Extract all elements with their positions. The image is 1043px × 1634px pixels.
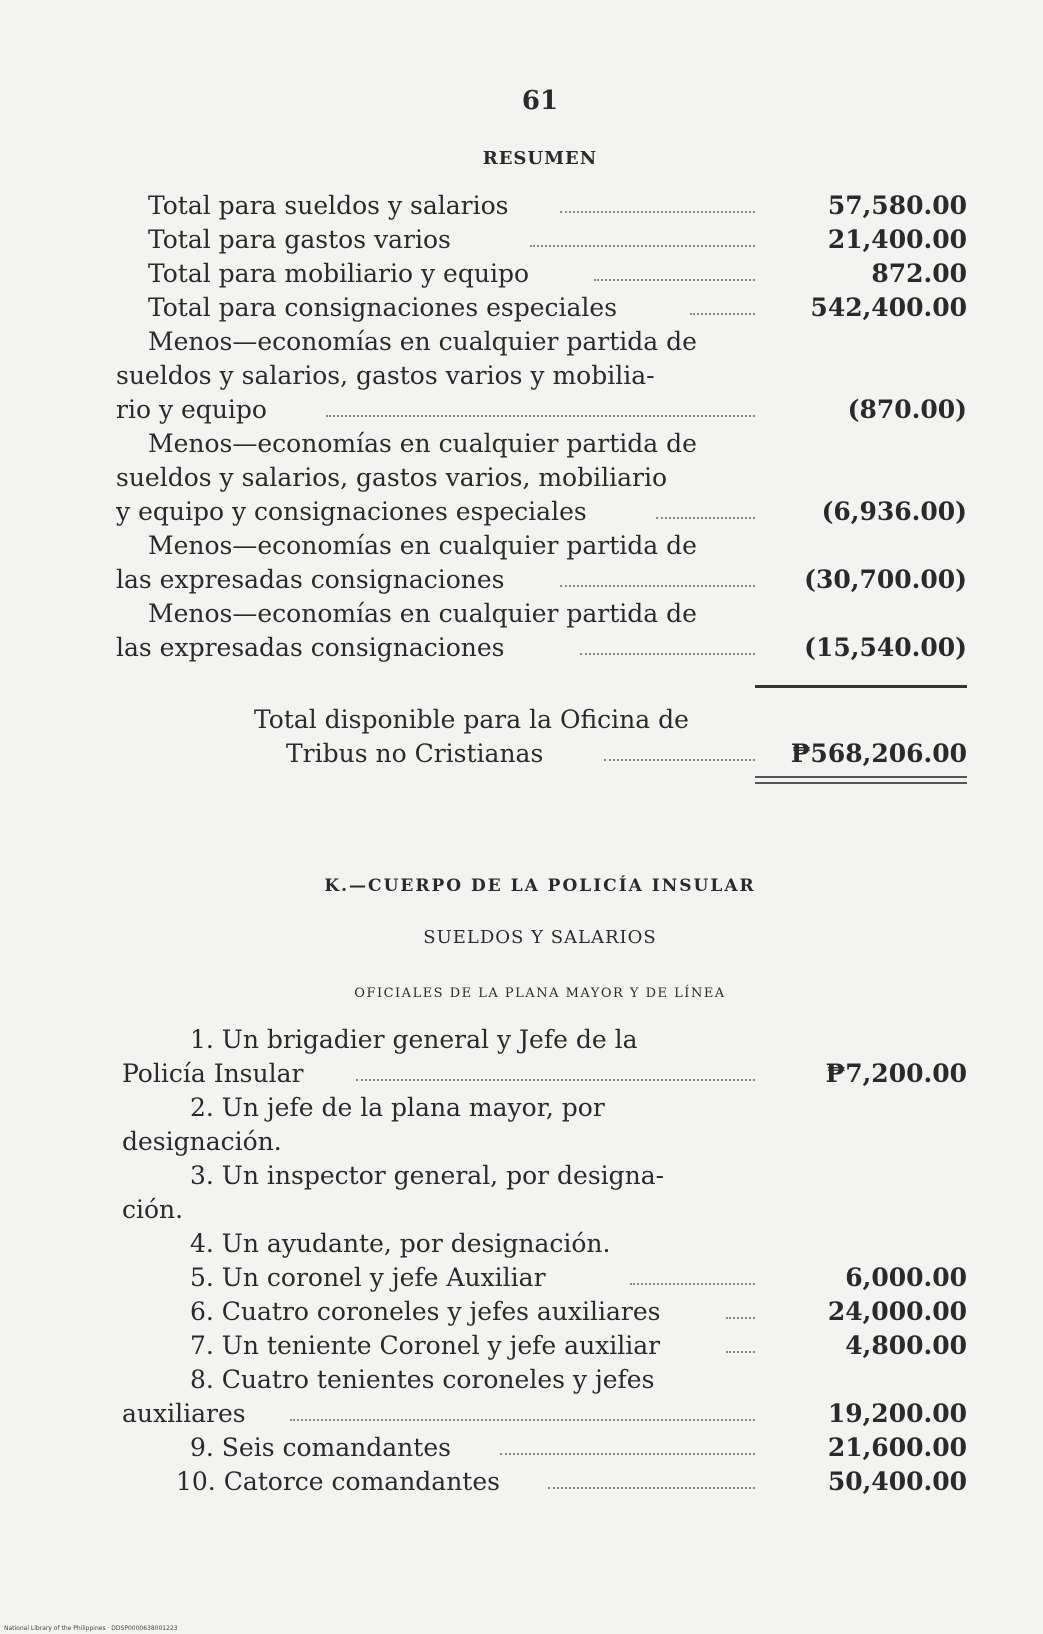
row-amount: 21,600.00 (827, 1433, 967, 1462)
item-line: 3. Un inspector general, por designa- (190, 1161, 665, 1190)
row-label: rio y equipo (116, 395, 267, 424)
row-label: 5. Un coronel y jefe Auxiliar (190, 1263, 546, 1292)
leader-dots (604, 759, 755, 761)
resumen-row (0, 190, 1043, 224)
menos-line: Menos—economías en cualquier partida de (148, 429, 697, 458)
row-amount: 4,800.00 (845, 1331, 967, 1360)
menos-line: Menos—economías en cualquier partida de (148, 599, 697, 628)
page-number: 61 (521, 86, 559, 116)
row-amount: ₱7,200.00 (825, 1059, 967, 1088)
row-amount: 19,200.00 (827, 1399, 967, 1428)
total-row (0, 738, 1043, 772)
item-line: designación. (122, 1127, 282, 1156)
leader-dots (726, 1351, 755, 1353)
row-amount: 542,400.00 (810, 293, 967, 322)
resumen-row (0, 394, 1043, 428)
total-double-rule (755, 782, 967, 784)
item-row (0, 1466, 1043, 1500)
item-line: 8. Cuatro tenientes coroneles y jefes (190, 1365, 655, 1394)
row-label: las expresadas consignaciones (116, 565, 505, 594)
leader-dots (690, 313, 755, 315)
item-line: 1. Un brigadier general y Jefe de la (190, 1025, 638, 1054)
item-row (0, 1262, 1043, 1296)
item-line: 2. Un jefe de la plana mayor, por (190, 1093, 605, 1122)
section-subsubtitle: OFICIALES DE LA PLANA MAYOR Y DE LÍNEA (354, 986, 726, 1001)
row-label: y equipo y consignaciones especiales (116, 497, 587, 526)
item-row (0, 1058, 1043, 1092)
leader-dots (580, 653, 755, 655)
row-label: Total para mobiliario y equipo (148, 259, 530, 288)
row-label: Total para sueldos y salarios (148, 191, 509, 220)
leader-dots (630, 1283, 755, 1285)
row-label: Total para consignaciones especiales (148, 293, 618, 322)
leader-dots (594, 279, 755, 281)
row-label: las expresadas consignaciones (116, 633, 505, 662)
leader-dots (326, 415, 755, 417)
leader-dots (290, 1419, 755, 1421)
row-amount: 24,000.00 (827, 1297, 967, 1326)
row-amount: 57,580.00 (827, 191, 967, 220)
resumen-row (0, 564, 1043, 598)
row-label: Total para gastos varios (148, 225, 451, 254)
row-label: Policía Insular (122, 1059, 304, 1088)
leader-dots (548, 1487, 755, 1489)
row-label: auxiliares (122, 1399, 246, 1428)
leader-dots (726, 1317, 755, 1319)
row-amount: (30,700.00) (804, 565, 967, 594)
archive-footer: National Library of the Philippines · DDSP0000638001223 (4, 1625, 178, 1632)
row-amount: (870.00) (847, 395, 967, 424)
section-title: K.—CUERPO DE LA POLICÍA INSULAR (324, 876, 756, 896)
row-amount: 6,000.00 (845, 1263, 967, 1292)
item-row (0, 1330, 1043, 1364)
row-amount: 872.00 (871, 259, 967, 288)
resumen-row (0, 258, 1043, 292)
menos-line: sueldos y salarios, gastos varios y mobilia- (116, 361, 655, 390)
row-amount: (6,936.00) (821, 497, 967, 526)
resumen-row (0, 224, 1043, 258)
row-amount: (15,540.00) (804, 633, 967, 662)
item-row (0, 1398, 1043, 1432)
resumen-row (0, 632, 1043, 666)
row-label: 9. Seis comandantes (190, 1433, 451, 1462)
item-row (0, 1432, 1043, 1466)
leader-dots (656, 517, 755, 519)
total-amount: ₱568,206.00 (790, 739, 967, 768)
item-row (0, 1296, 1043, 1330)
menos-line: Menos—economías en cualquier partida de (148, 327, 697, 356)
resumen-row (0, 496, 1043, 530)
resumen-row (0, 292, 1043, 326)
section-subtitle: SUELDOS Y SALARIOS (423, 927, 657, 948)
leader-dots (560, 585, 755, 587)
item-line: ción. (122, 1195, 184, 1224)
row-label: Tribus no Cristianas (286, 739, 544, 768)
leader-dots (500, 1453, 755, 1455)
row-label: 7. Un teniente Coronel y jefe auxiliar (190, 1331, 661, 1360)
total-double-rule (755, 776, 967, 778)
row-label: 6. Cuatro coroneles y jefes auxiliares (190, 1297, 661, 1326)
leader-dots (560, 211, 755, 213)
leader-dots (530, 245, 755, 247)
row-amount: 21,400.00 (827, 225, 967, 254)
row-amount: 50,400.00 (827, 1467, 967, 1496)
subtotal-rule (755, 685, 967, 688)
menos-line: sueldos y salarios, gastos varios, mobiliario (116, 463, 667, 492)
leader-dots (356, 1079, 755, 1081)
resumen-heading: RESUMEN (482, 148, 598, 169)
total-line: Total disponible para la Oficina de (254, 705, 689, 734)
row-label: 10. Catorce comandantes (176, 1467, 500, 1496)
item-line: 4. Un ayudante, por designación. (190, 1229, 611, 1258)
menos-line: Menos—economías en cualquier partida de (148, 531, 697, 560)
